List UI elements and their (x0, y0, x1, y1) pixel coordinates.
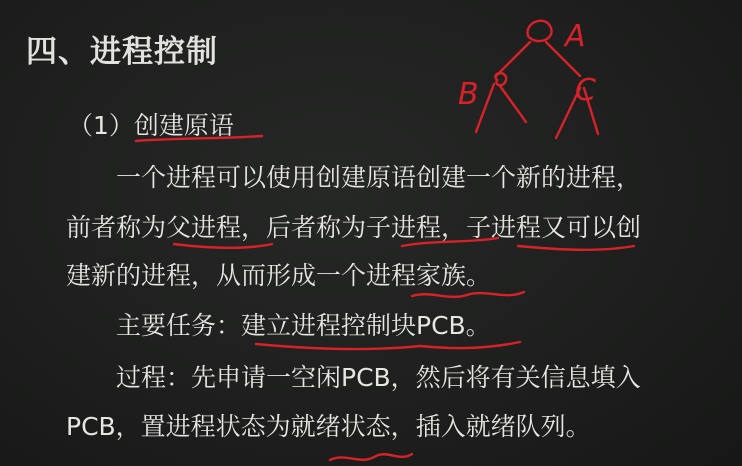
underline-ready-state (330, 454, 412, 460)
text-line-4: 主要任务：建立进程控制块PCB。 (116, 311, 491, 340)
text-line-3: 建新的进程，从而形成一个进程家族。 (66, 261, 492, 290)
underline-parent-process (174, 244, 272, 248)
text-line-6: PCB，置进程状态为就绪状态，插入就绪队列。 (66, 412, 591, 441)
underline-child-process-can (518, 246, 634, 250)
subheading: （1）创建原语 (68, 111, 234, 140)
text-line-2: 前者称为父进程，后者称为子进程，子进程又可以创 (66, 213, 642, 242)
tree-root-node (528, 21, 552, 41)
tree-branch-left (496, 42, 530, 76)
text-line-5: 过程：先申请一空闲PCB，然后将有关信息填入 (116, 363, 641, 392)
tree-node-b-leg-left (476, 84, 494, 132)
underline-build-pcb (256, 342, 520, 349)
underline-process-family (412, 292, 524, 297)
tree-node-c-leg-left (556, 88, 580, 138)
section-heading: 四、进程控制 (26, 34, 218, 70)
tree-label-root: A (565, 19, 586, 54)
tree-node-b-loop (495, 73, 506, 85)
tree-label-left: B (458, 77, 479, 112)
tree-label-right: C (575, 73, 596, 108)
tree-branch-right (546, 42, 580, 76)
text-line-1: 一个进程可以使用创建原语创建一个新的进程， (116, 163, 642, 192)
tree-node-b-leg-right (500, 86, 526, 122)
tree-node-c-leg-right (584, 88, 598, 134)
process-tree-sketch (476, 21, 598, 138)
